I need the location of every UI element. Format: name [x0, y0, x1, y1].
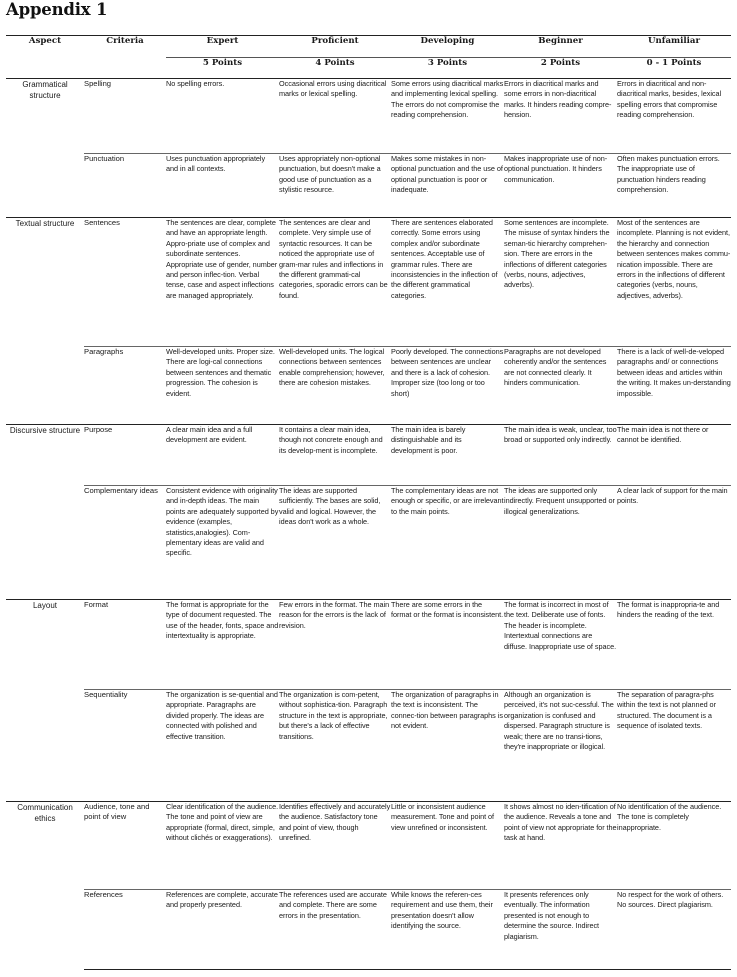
cell-proficient: It contains a clear main idea, though not concrete enough and its develop-ment is incomplete. — [279, 425, 391, 486]
cell-developing: Makes some mistakes in non-optional punctuation and the use of optional punctuation is poor or inadequate. — [391, 154, 504, 218]
cell-unfamiliar: No respect for the work of others. No sources. Direct plagiarism. — [617, 890, 731, 970]
cell-unfamiliar: The separation of paragra-phs within the text is not planned or structured. The document is a sequence of isolated texts. — [617, 690, 731, 802]
cell-unfamiliar: Errors in diacritical and non-diacritical marks, besides, lexical spelling errors that compromise reading comprehension. — [617, 79, 722, 120]
aspect-layout: Layout — [6, 600, 84, 802]
level-points-expert: 5 Points — [202, 58, 243, 68]
criterion-sequentiality: Sequentiality — [84, 690, 166, 802]
cell-expert: The format is appropriate for the type of document requested. The use of the header, fonts, space and intertextuality is appropriate. — [166, 600, 279, 690]
criterion-spelling: Spelling — [84, 79, 112, 88]
aspect-grammatical-structure: Grammatical structure — [22, 80, 68, 100]
aspect-textual-structure: Textual structure — [6, 218, 84, 425]
criterion-references: References — [84, 890, 166, 970]
level-points-unfamiliar: 0 - 1 Points — [646, 58, 702, 68]
table-row — [6, 486, 731, 600]
level-name-unfamiliar: Unfamiliar — [617, 36, 731, 58]
cell-unfamiliar: Most of the sentences are incomplete. Planning is not evident, the hierarchy and connection between sentences makes commu-nication impossible. There are errors in the inflections of different categories (verbs, nouns, adjectives, adverbs). — [617, 218, 731, 347]
cell-proficient: Well-developed units. The logical connections between sentences enable comprehension; however, there are cohesion mistakes. — [279, 347, 391, 425]
level-points-developing: 3 Points — [427, 58, 468, 68]
cell-expert: No spelling errors. — [166, 79, 225, 88]
criterion-format: Format — [84, 600, 166, 690]
criteria-header: Criteria — [106, 36, 144, 46]
cell-unfamiliar: There is a lack of well-de-veloped paragraphs and/ or connections between ideas and articles within the writing. It makes un-derstanding impossible. — [617, 347, 731, 425]
cell-beginner: Paragraphs are not developed coherently and/or the sentences are not connected clearly. It hinders communication. — [504, 347, 617, 425]
cell-expert: A clear main idea and a full development are evident. — [166, 425, 279, 486]
aspect-discursive-structure: Discursive structure — [6, 425, 84, 600]
cell-unfamiliar: No identification of the audience. The tone is completely inappropriate. — [617, 802, 731, 890]
table-row — [6, 218, 731, 347]
cell-expert: Well-developed units. Proper size. There are logi-cal connections between sentences and thematic progression. The cohesion is evident. — [166, 347, 279, 425]
level-name-beginner: Beginner — [504, 36, 617, 58]
table-row — [6, 600, 731, 690]
header-row-levels — [6, 36, 731, 58]
level-name-developing: Developing — [391, 36, 504, 58]
table-row — [6, 154, 731, 218]
table-row — [6, 79, 731, 154]
table-row — [6, 347, 731, 425]
cell-proficient: Identifies effectively and accurately the audience. Satisfactory tone and point of view, though unrefined. — [279, 802, 391, 890]
criterion-audience-tone: Audience, tone and point of view — [84, 802, 166, 890]
cell-beginner: The format is incorrect in most of the text. Deliberate use of fonts. The header is incomplete. Intertextual connections are diffuse. Inappropriate use of space. — [504, 600, 617, 690]
table-row — [6, 425, 731, 486]
criterion-paragraphs: Paragraphs — [84, 347, 166, 425]
cell-developing: While knows the referen-ces requirement and use them, their presentation doesn't allow identifying the source. — [391, 890, 504, 970]
cell-unfamiliar: The format is inappropria-te and hinders the reading of the text. — [617, 600, 731, 690]
criterion-complementary-ideas: Complementary ideas — [84, 486, 166, 600]
criterion-sentences: Sentences — [84, 218, 166, 347]
cell-beginner: Some sentences are incomplete. The misuse of syntax hinders the seman-tic hierarchy comprehen-sion. There are errors in the inflections of different categories (verbs, nouns, adjectives, adverbs). — [504, 218, 617, 347]
cell-developing: There are sentences elaborated correctly. Some errors using complex and/or subordinate sentences. Acceptable use of grammar rules. There are inconsistencies in the inflection of the different grammatical categories. — [391, 218, 504, 347]
table-row — [6, 690, 731, 802]
cell-expert: Clear identification of the audience. The tone and point of view are appropriate (formal, direct, simple, without clichés or exaggerations). — [166, 802, 279, 890]
cell-developing: The main idea is barely distinguishable and its development is poor. — [391, 425, 504, 486]
cell-beginner: It presents references only eventually. The information presented is not enough to determine the source. Indirect plagiarism. — [504, 890, 617, 970]
cell-proficient: Few errors in the format. The main reason for the errors is the lack of revision. — [279, 600, 391, 690]
cell-proficient: The ideas are supported sufficiently. The bases are solid, valid and logical. However, the ideas don't work as a whole. — [279, 486, 391, 600]
cell-proficient: The references used are accurate and complete. There are some errors in the presentation. — [279, 890, 391, 970]
rubric-table — [6, 35, 731, 970]
level-name-expert: Expert — [166, 36, 279, 58]
cell-unfamiliar: The main idea is not there or cannot be identified. — [617, 425, 731, 486]
cell-unfamiliar: A clear lack of support for the main points. — [617, 486, 731, 600]
table-row — [6, 890, 731, 970]
cell-beginner: Although an organization is perceived, it's not suc-cessful. The organization is confused and dispersed. Paragraph structure is weak; there are no transi-tions, they're inappropriate or illogical. — [504, 690, 617, 802]
cell-developing: The organization of paragraphs in the text is inconsistent. The connec-tion between paragraphs is not evident. — [391, 690, 504, 802]
table-row — [6, 802, 731, 890]
cell-proficient: The sentences are clear and complete. Very simple use of syntactic resources. It can be noticed the appropriate use of gram-mar rules and inflections in the different grammati-cal categories, sporadic errors can be found. — [279, 218, 391, 347]
level-points-beginner: 2 Points — [540, 58, 581, 68]
cell-unfamiliar: Often makes punctuation errors. The inappropriate use of punctuation hinders reading comprehension. — [617, 154, 731, 218]
cell-beginner: Makes inappropriate use of non-optional punctuation. It hinders communication. — [504, 154, 617, 218]
cell-beginner: The ideas are supported only indirectly. Frequent unsupported or illogical generalizations. — [504, 486, 617, 600]
cell-proficient: The organization is com-petent, without sophistica-tion. Paragraph structure in the text is appropriate, but there's a lack of effective transitions. — [279, 690, 391, 802]
cell-expert: The sentences are clear, complete and have an appropriate length. Appro-priate use of complex and subordinate sentences. Appropriate use of gender, number and person inflec-tion. Verbal tense, case and aspect inflections are managed appropriately. — [166, 218, 279, 347]
criterion-purpose: Purpose — [84, 425, 166, 486]
cell-expert: The organization is se-quential and appropriate. Paragraphs are divided properly. The ideas are connected with polished and effective transition. — [166, 690, 279, 802]
level-name-proficient: Proficient — [279, 36, 391, 58]
cell-developing: There are some errors in the format or the format is inconsistent. — [391, 600, 504, 690]
cell-developing: Some errors using diacritical marks and implementing lexical spelling. The errors do not compromise the reading comprehension. — [391, 79, 504, 120]
cell-proficient: Uses appropriately non-optional punctuation, but doesn't make a good use of punctuation as a stylistic resource. — [279, 154, 391, 218]
aspect-header: Aspect — [28, 36, 62, 46]
criterion-punctuation: Punctuation — [84, 154, 166, 218]
cell-expert: Uses punctuation appropriately and in all contexts. — [166, 154, 279, 218]
cell-developing: Little or inconsistent audience measurement. Tone and point of view unrefined or inconsistent. — [391, 802, 504, 890]
page-title: Appendix 1 — [6, 0, 108, 19]
cell-developing: The complementary ideas are not enough or specific, or are irrelevant to the main points. — [391, 486, 504, 600]
level-points-proficient: 4 Points — [315, 58, 355, 68]
cell-beginner: It shows almost no iden-tification of the audience. Reveals a tone and point of view not appropriate for the task at hand. — [504, 802, 617, 890]
cell-expert: References are complete, accurate and properly presented. — [166, 890, 279, 970]
cell-expert: Consistent evidence with originality and in-depth ideas. The main points are adequately supported by evidence (examples, statistics,analogies). Com-plementary ideas are valid and specific. — [166, 486, 279, 600]
aspect-communication-ethics: Communication ethics — [6, 802, 84, 970]
cell-beginner: Errors in diacritical marks and some errors in non-diacritical marks. It hinders reading compre-hension. — [504, 79, 612, 120]
cell-beginner: The main idea is weak, unclear, too broad or supported only indirectly. — [504, 425, 617, 486]
cell-developing: Poorly developed. The connections between sentences are unclear and there is a lack of cohesion. Improper size (too long or too short) — [391, 347, 504, 425]
cell-proficient: Occasional errors using diacritical marks or lexical spelling. — [279, 79, 387, 99]
